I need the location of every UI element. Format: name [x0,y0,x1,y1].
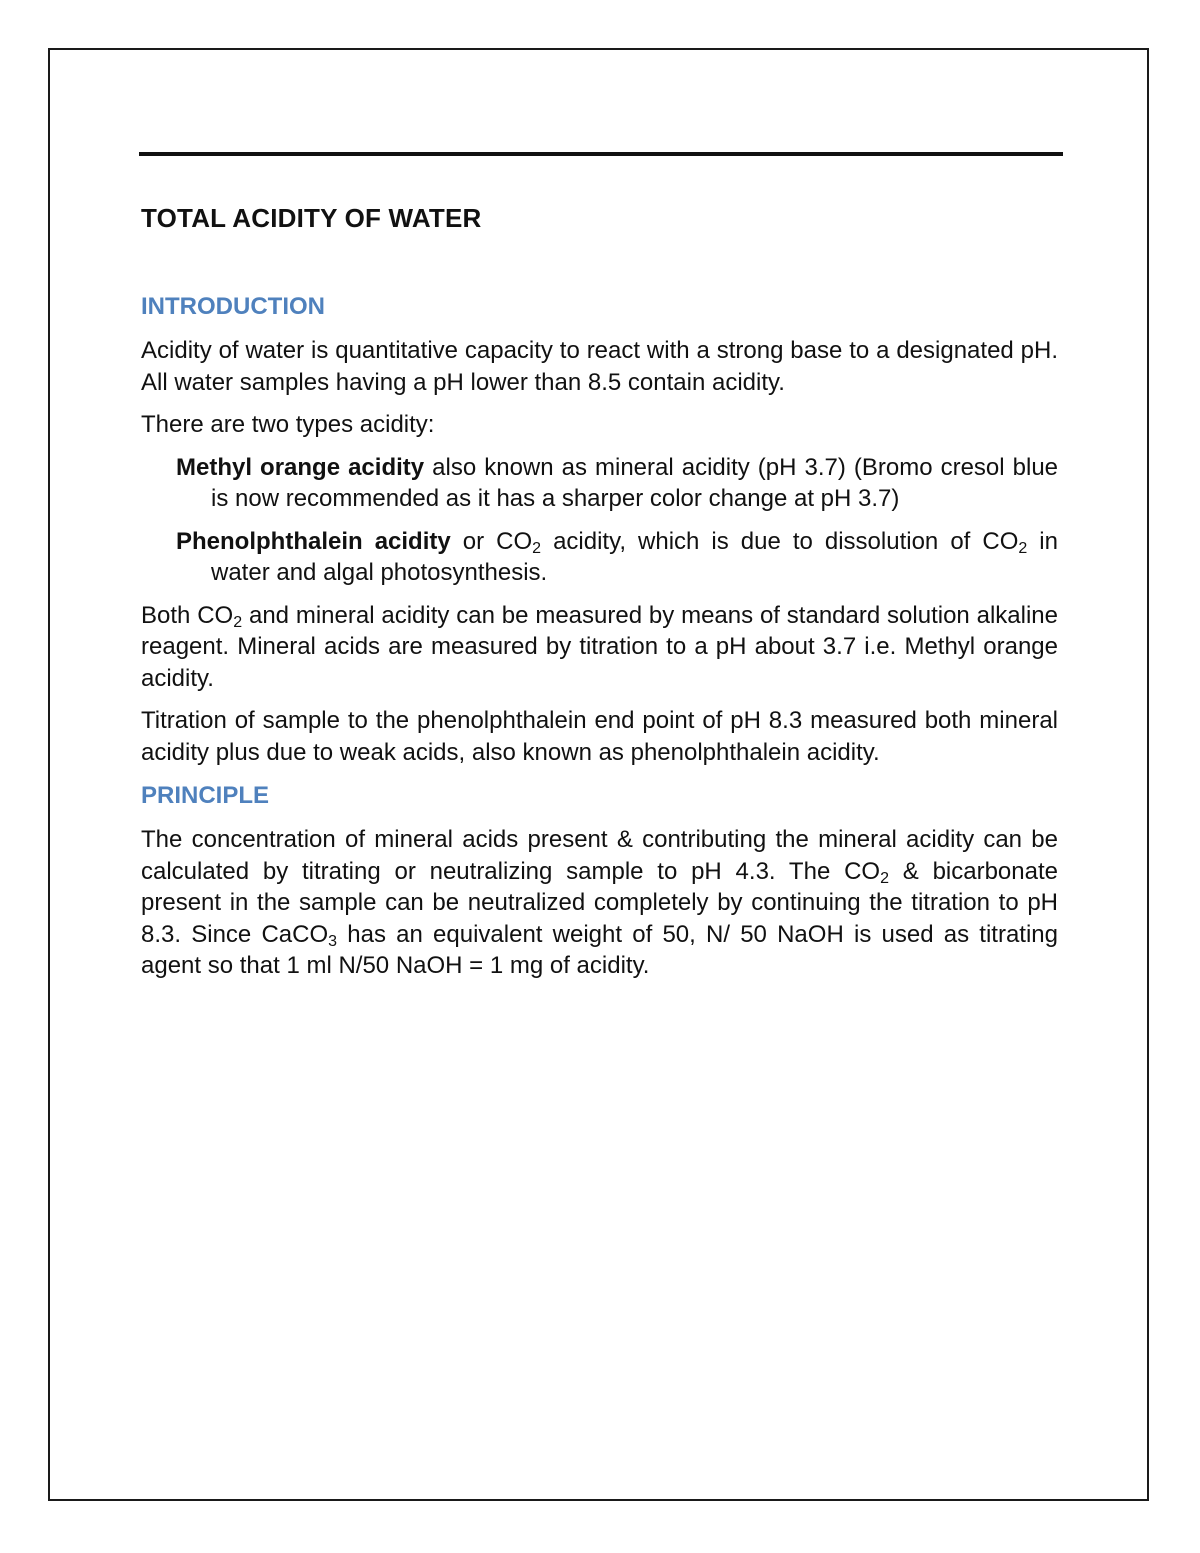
intro-paragraph-definition: Acidity of water is quantitative capacity to react with a strong base to a designated pH. All water samples having a pH lower than 8.5 contain acidity. [141,337,1058,396]
item-text: or CO [450,527,533,555]
principle-paragraph [141,824,1058,982]
intro-paragraph-measurement [141,600,1058,695]
paragraph-text: has an equivalent weight of 50, N/ 50 NaOH is used as titrating agent so that 1 ml N/50 NaOH = 1 mg of acidity. [141,920,1059,979]
intro-paragraph-titration: Titration of sample to the phenolphthalein end point of pH 8.3 measured both mineral acidity plus due to weak acids, also known as phenolphthalein acidity. [141,707,1058,766]
subscript: 2 [532,539,542,557]
list-item-phenolphthalein [141,526,1058,589]
subscript: 3 [328,932,338,950]
paragraph-text: The concentration of mineral acids present & contributing the mineral acidity can be calculated by titrating or neutralizing sample to pH 4.3. The CO [141,826,1058,885]
paragraph-text: & bicarbonate present in the sample can be neutralized completely by continuing the titration to pH 8.3. Since CaCO [141,857,1058,948]
term-phenolphthalein-acidity: Phenolphthalein acidity [176,527,451,555]
subscript: 2 [880,869,889,887]
paragraph-text: and mineral acidity can be measured by means of standard solution alkaline reagent. Mineral acids are measured by titration to a pH about 3.7 i.e. Methyl orange acidity. [141,601,1058,692]
document-title: TOTAL ACIDITY OF WATER [141,203,482,233]
term-methyl-orange-acidity: Methyl orange acidity [176,453,425,481]
section-heading-introduction: INTRODUCTION [141,293,325,320]
header-rule [139,152,1063,156]
subscript: 2 [1018,539,1028,557]
item-text: in water and algal photosynthesis. [211,527,1058,586]
document-body [141,200,1058,982]
item-text: also known as mineral acidity (pH 3.7) (Bromo cresol blue is now recommended as it has a sharper color change at pH 3.7) [211,453,1059,512]
paragraph-text: Both CO [141,601,234,629]
subscript: 2 [233,613,243,631]
item-text: acidity, which is due to dissolution of CO [541,527,1019,555]
list-item-methyl-orange [141,452,1058,515]
intro-paragraph-types: There are two types acidity: [141,411,435,438]
section-heading-principle: PRINCIPLE [141,782,270,809]
